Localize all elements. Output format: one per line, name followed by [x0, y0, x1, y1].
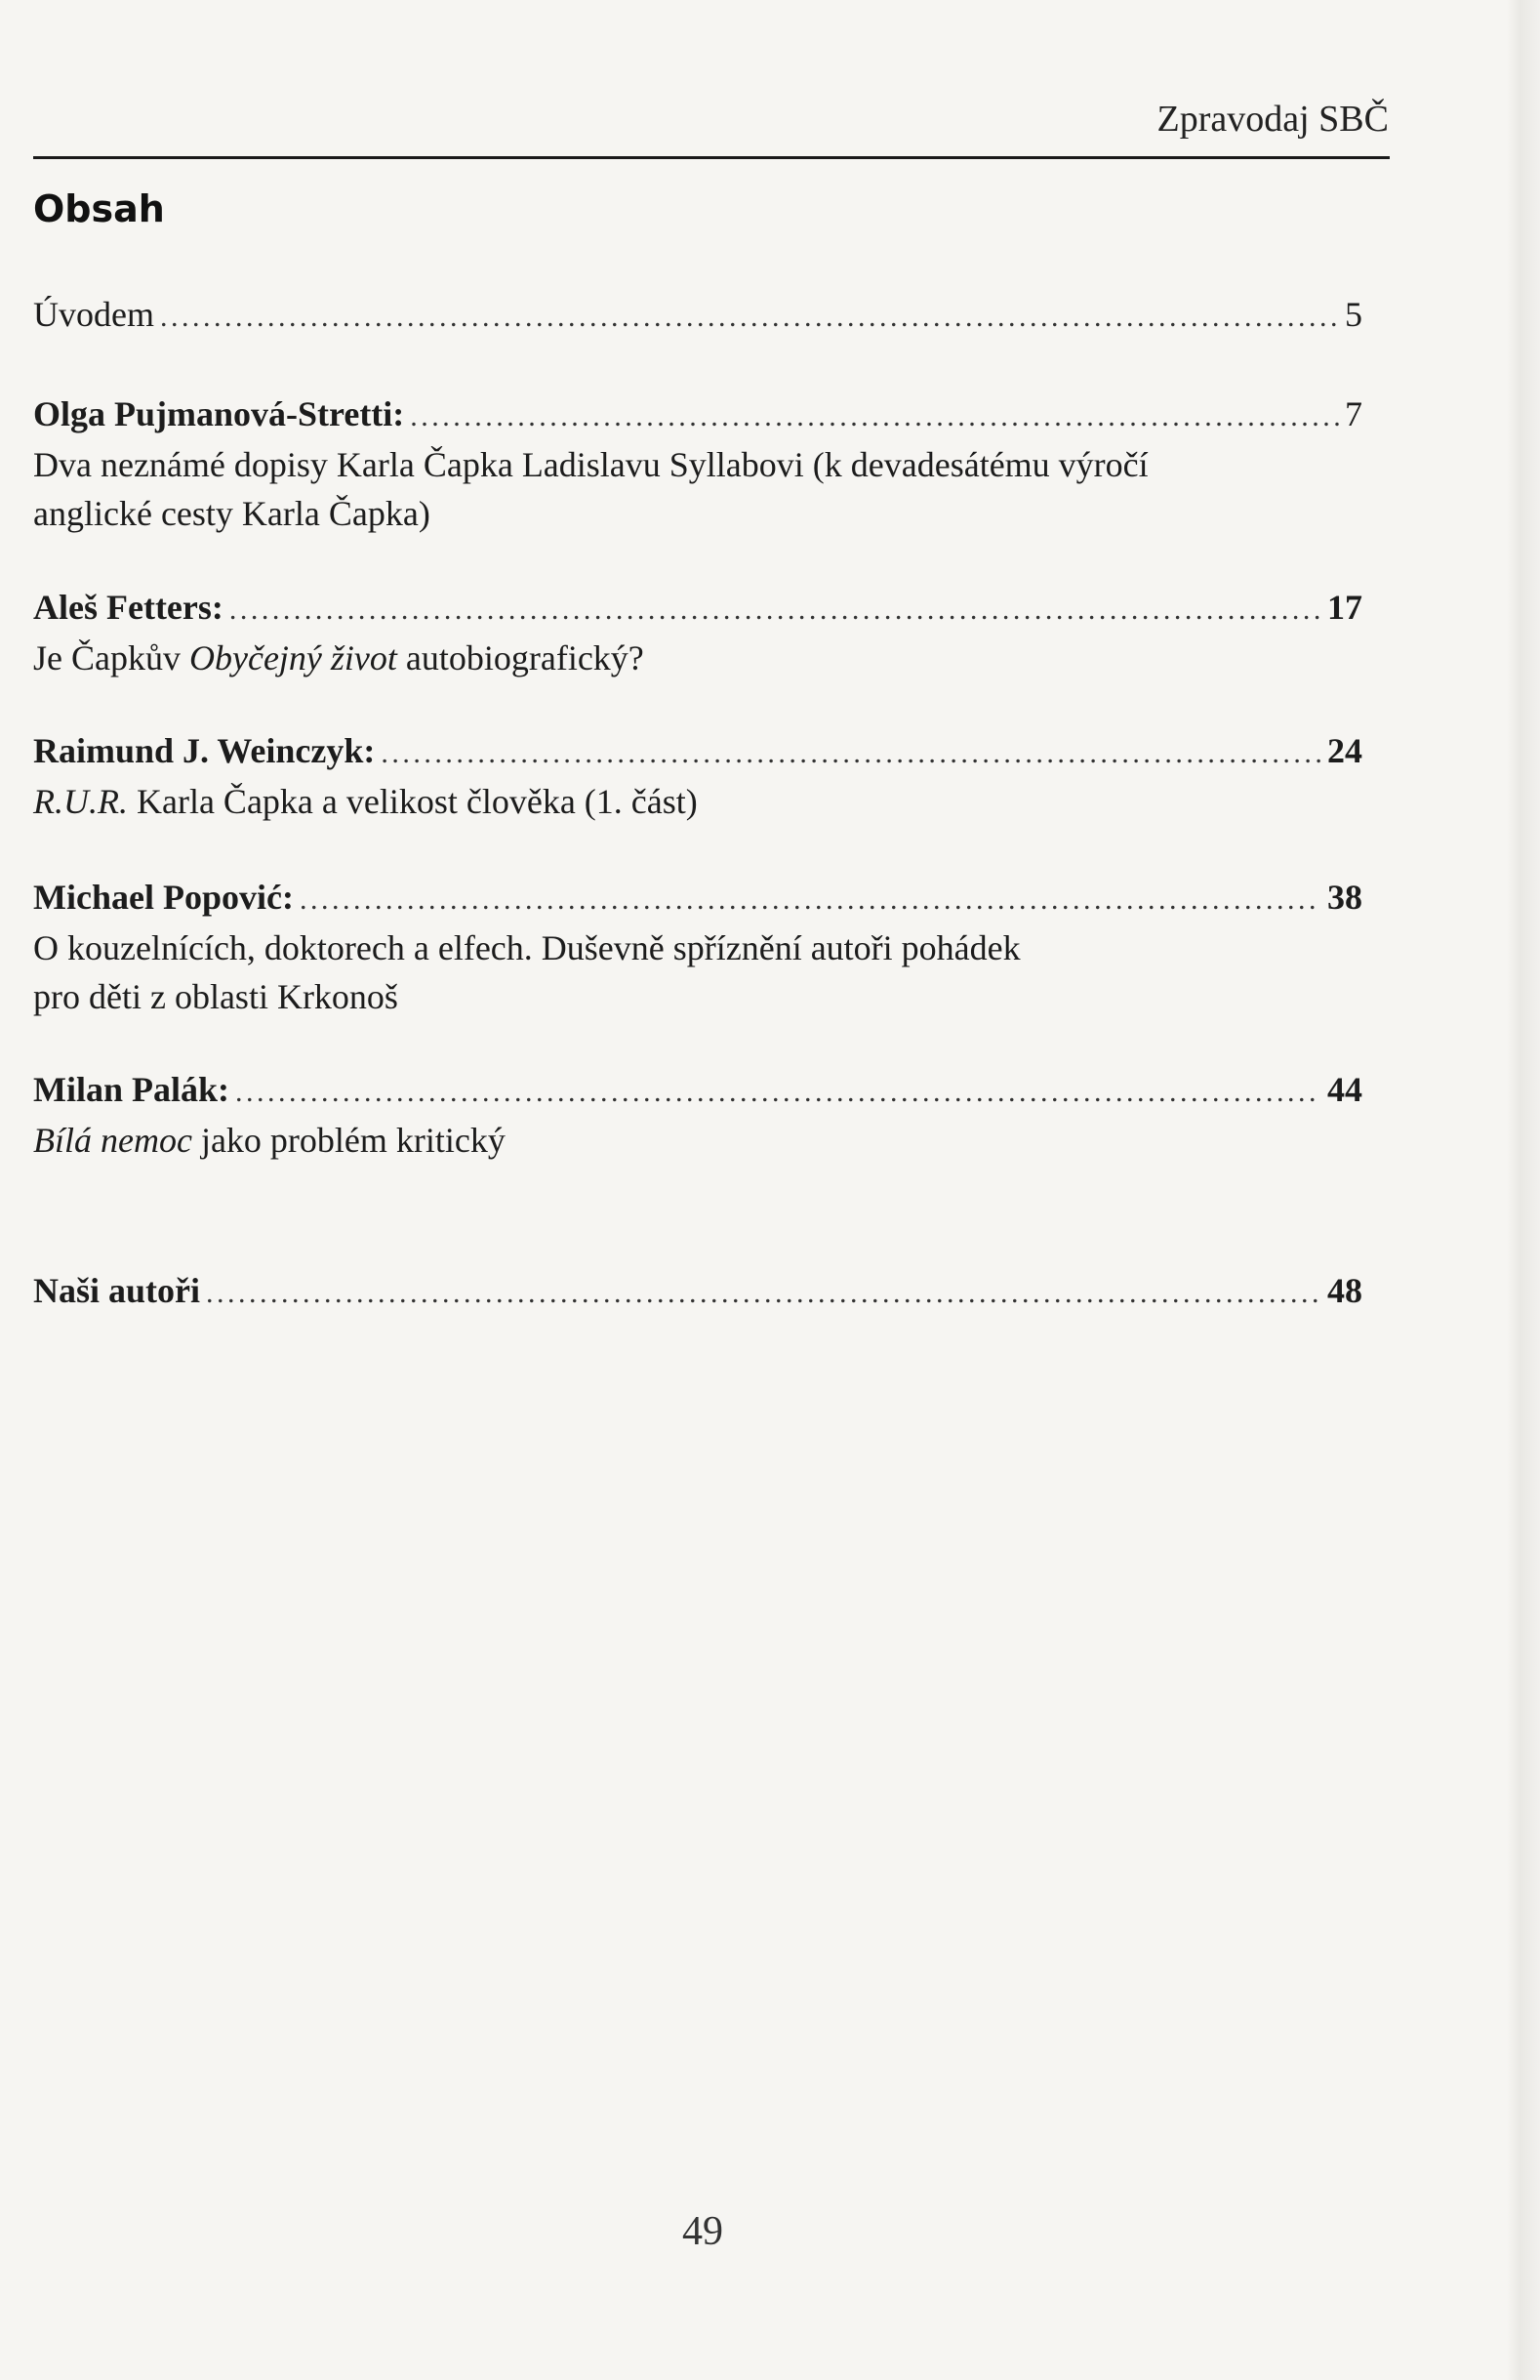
toc-entry-title	[33, 634, 1302, 682]
page-number: 49	[682, 2209, 723, 2254]
dot-leader	[229, 587, 1321, 634]
toc-entry	[33, 1066, 1362, 1165]
toc-entry-title-italic: Bílá nemoc	[33, 1121, 192, 1160]
toc-heading: Obsah	[33, 187, 165, 230]
dot-leader	[160, 294, 1339, 341]
toc-entry	[33, 874, 1362, 1021]
header-rule	[33, 156, 1390, 159]
toc-entry-author: Aleš Fetters:	[33, 588, 223, 627]
toc-entry-title	[33, 1116, 1302, 1165]
toc-entry-title	[33, 923, 1302, 1021]
toc-entry-title-suffix: Karla Čapka a velikost člověka (1. část)	[127, 782, 698, 821]
toc-entry-page: 7	[1345, 394, 1362, 433]
toc-entry-page: 5	[1345, 295, 1362, 334]
toc-entry-page: 17	[1327, 588, 1362, 627]
dot-leader	[206, 1270, 1321, 1317]
toc-entry-closing	[33, 1267, 1362, 1317]
toc-entry-title	[33, 440, 1302, 538]
toc-entry-title-line: Dva neznámé dopisy Karla Čapka Ladislavu Syllabovi (k devadesátému výročí	[33, 445, 1149, 484]
toc-entry-author: Michael Popović:	[33, 878, 294, 917]
toc-entry-page: 24	[1327, 731, 1362, 770]
toc-entry-intro	[33, 291, 1362, 341]
toc-entry-page: 44	[1327, 1070, 1362, 1109]
running-header: Zpravodaj SBČ	[1156, 99, 1389, 140]
toc-entry-author: Olga Pujmanová-Stretti:	[33, 394, 405, 433]
toc-entry	[33, 727, 1362, 826]
toc-entry-title-line: pro děti z oblasti Krkonoš	[33, 977, 398, 1016]
toc-entry-title-suffix: jako problém kritický	[191, 1121, 506, 1160]
toc-entry	[33, 584, 1362, 682]
page-edge	[1507, 0, 1540, 2380]
toc-entry-label: Naši autoři	[33, 1271, 200, 1310]
toc-entry-title	[33, 777, 1302, 826]
toc-entry-label: Úvodem	[33, 295, 154, 334]
toc-entry-page: 38	[1327, 878, 1362, 917]
dot-leader	[300, 877, 1321, 923]
toc-entry-author: Raimund J. Weinczyk:	[33, 731, 376, 770]
toc-entry	[33, 390, 1362, 538]
toc-entry-page: 48	[1327, 1271, 1362, 1310]
toc-entry-title-line: O kouzelnících, doktorech a elfech. Duševně spříznění autoři pohádek	[33, 928, 1021, 967]
dot-leader	[381, 730, 1321, 777]
toc-entry-title-prefix: Je Čapkův	[33, 638, 189, 677]
toc-entry-title-italic: R.U.R.	[33, 782, 128, 821]
toc-entry-title-suffix: autobiografický?	[396, 638, 644, 677]
toc-entry-title-line: anglické cesty Karla Čapka)	[33, 494, 430, 533]
toc-entry-title-italic: Obyčejný život	[188, 638, 397, 677]
toc-entry-author: Milan Palák:	[33, 1070, 230, 1109]
dot-leader	[235, 1069, 1321, 1116]
dot-leader	[410, 393, 1339, 440]
